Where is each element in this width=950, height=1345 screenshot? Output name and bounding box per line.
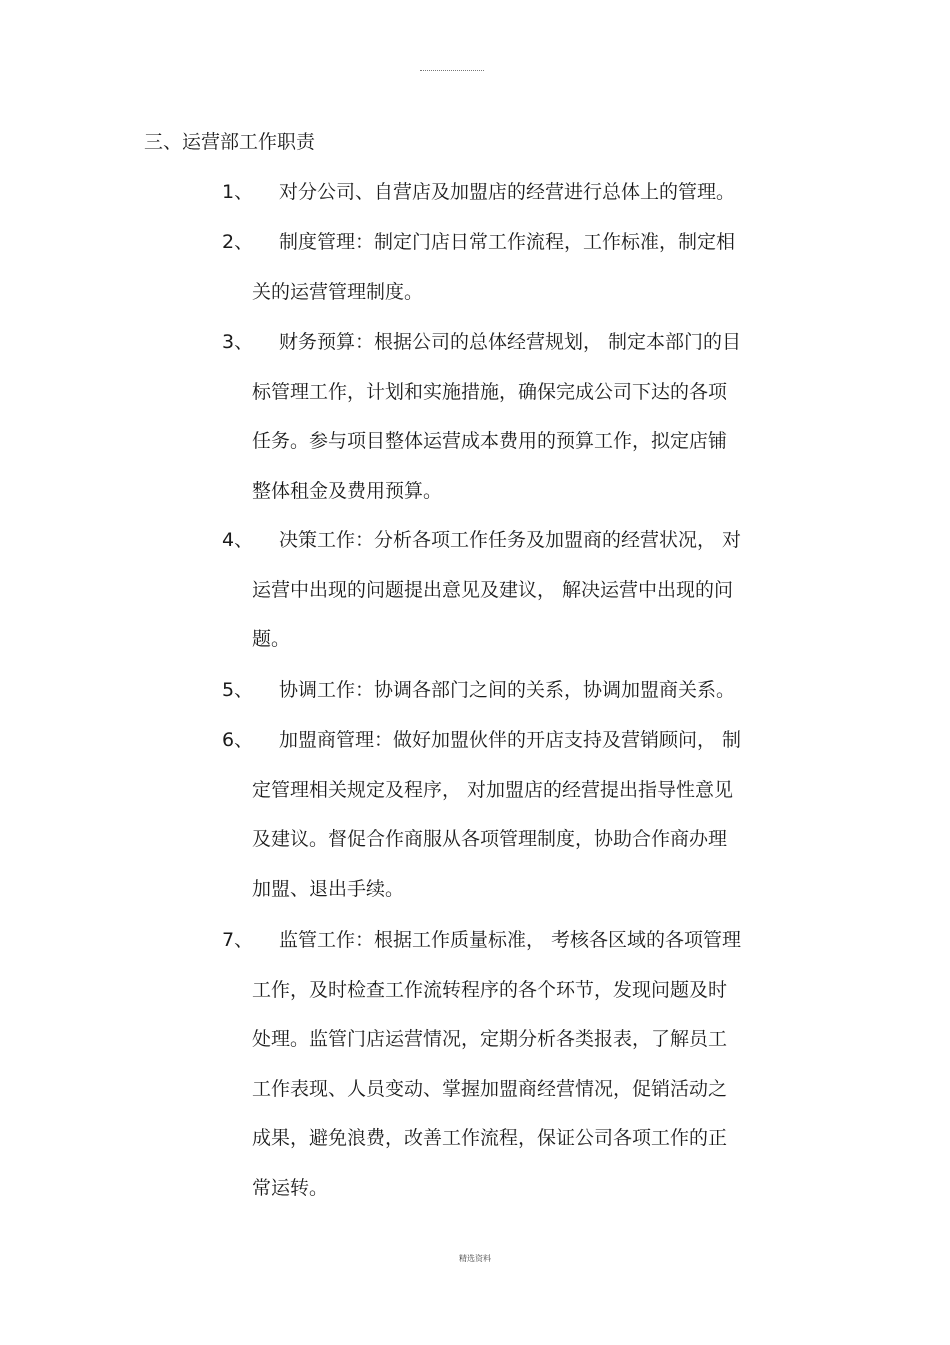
item-text-line: 工作，及时检查工作流转程序的各个环节，发现问题及时 <box>252 978 728 1001</box>
item-text-line: 成果，避免浪费，改善工作流程，保证公司各项工作的正 <box>252 1127 728 1149</box>
item-text-line: 加盟商管理：做好加盟伙伴的开店支持及营销顾问， 制 <box>279 729 742 751</box>
item-text-line: 题。 <box>252 628 291 650</box>
item-text-line: 任务。参与项目整体运营成本费用的预算工作，拟定店铺 <box>252 430 728 452</box>
item-text-line: 对分公司、自营店及加盟店的经营进行总体上的管理。 <box>279 181 736 203</box>
item-number: 7、 <box>222 929 254 951</box>
item-text-line: 工作表现、人员变动、掌握加盟商经营情况，促销活动之 <box>252 1077 728 1100</box>
item-text-line: 整体租金及费用预算。 <box>252 479 443 502</box>
item-number: 3、 <box>222 331 254 353</box>
item-text-line: 协调工作：协调各部门之间的关系，协调加盟商关系。 <box>279 679 736 701</box>
item-text-line: 决策工作：分析各项工作任务及加盟商的经营状况， 对 <box>279 529 742 551</box>
item-text-line: 及建议。督促合作商服从各项管理制度，协助合作商办理 <box>252 828 728 850</box>
item-number: 4、 <box>222 529 254 551</box>
item-number: 6、 <box>222 729 254 751</box>
item-text-line: 财务预算：根据公司的总体经营规划， 制定本部门的目 <box>279 331 742 353</box>
item-number: 5、 <box>222 679 254 701</box>
item-text-line: 标管理工作，计划和实施措施，确保完成公司下达的各项 <box>252 380 728 403</box>
item-text-line: 常运转。 <box>252 1176 329 1199</box>
item-number: 1、 <box>222 181 254 203</box>
section-heading: 三、运营部工作职责 <box>144 131 316 153</box>
item-text-line: 制度管理：制定门店日常工作流程，工作标准，制定相 <box>279 231 736 253</box>
item-text-line: 定管理相关规定及程序， 对加盟店的经营提出指导性意见 <box>252 778 734 801</box>
item-text-line: 处理。监管门店运营情况，定期分析各类报表，了解员工 <box>252 1028 728 1050</box>
item-text-line: 关的运营管理制度。 <box>252 280 424 303</box>
header-divider <box>420 70 484 71</box>
item-text-line: 加盟、退出手续。 <box>252 877 405 900</box>
item-number: 2、 <box>222 231 254 253</box>
item-text-line: 监管工作：根据工作质量标准， 考核各区域的各项管理 <box>279 929 742 951</box>
item-text-line: 运营中出现的问题提出意见及建议， 解决运营中出现的问 <box>252 578 734 601</box>
footer-label: 精选资料 <box>459 1254 491 1263</box>
